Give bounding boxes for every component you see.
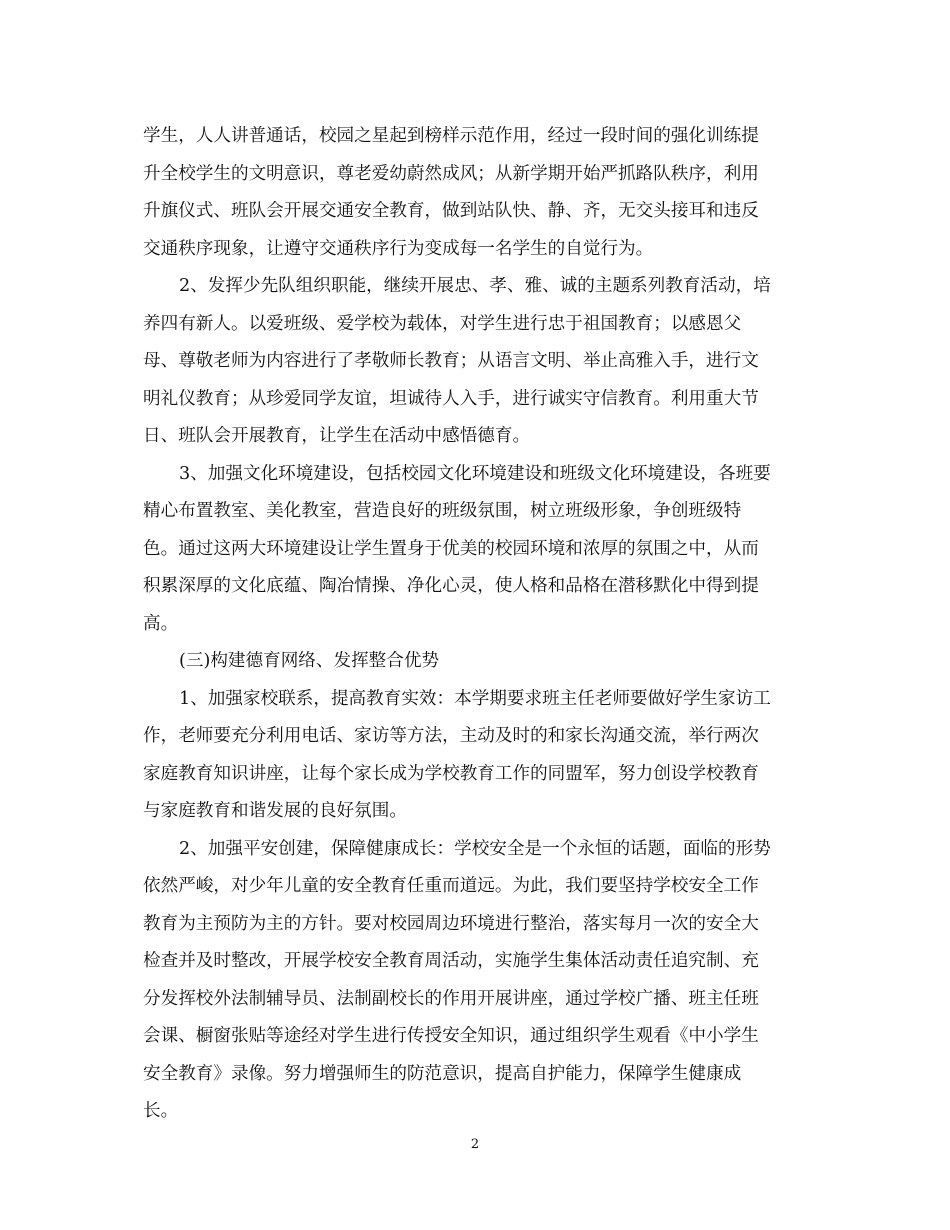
text-line: 精心布置教室、美化教室，营造良好的班级氛围，树立班级形象，争创班级特 bbox=[143, 501, 742, 521]
text-line: 会课、橱窗张贴等途经对学生进行传授安全知识，通过组织学生观看《中小学生 bbox=[143, 1026, 759, 1046]
paragraph-start-line: 2、加强平安创建，保障健康成长：学校安全是一个永恒的话题，面临的形势 bbox=[179, 838, 771, 859]
text-line: 长。 bbox=[143, 1101, 179, 1121]
text-line: 明礼仪教育；从珍爱同学友谊，坦诚待人入手，进行诚实守信教育。利用重大节 bbox=[143, 388, 759, 409]
text-line: 日、班队会开展教育，让学生在活动中感悟德育。 bbox=[143, 426, 531, 446]
text-line: 检查并及时整改，开展学校安全教育周活动，实施学生集体活动责任追究制、充 bbox=[143, 951, 759, 971]
paragraph-start-line: 3、加强文化环境建设，包括校园文化环境建设和班级文化环境建设，各班要 bbox=[179, 463, 771, 484]
text-line: 色。通过这两大环境建设让学生置身于优美的校园环境和浓厚的氛围之中，从而 bbox=[143, 538, 759, 559]
text-line: 依然严峻，对少年儿童的安全教育任重而道远。为此，我们要坚持学校安全工作 bbox=[143, 876, 759, 896]
text-line: 安全教育》录像。努力增强师生的防范意识，提高自护能力，保障学生健康成 bbox=[143, 1063, 742, 1084]
text-line: 养四有新人。以爱班级、爱学校为载体，对学生进行忠于祖国教育；以感恩父 bbox=[143, 313, 742, 334]
text-line: 分发挥校外法制辅导员、法制副校长的作用开展讲座，通过学校广播、班主任班 bbox=[143, 988, 759, 1009]
text-line: 升旗仪式、班队会开展交通安全教育，做到站队快、静、齐，无交头接耳和违反 bbox=[143, 201, 759, 221]
text-line: 母、尊敬老师为内容进行了孝敬师长教育；从语言文明、举止高雅入手，进行文 bbox=[143, 351, 759, 371]
text-line: 积累深厚的文化底蕴、陶冶情操、净化心灵，使人格和品格在潜移默化中得到提 bbox=[143, 576, 759, 596]
text-line: 教育为主预防为主的方针。要对校园周边环境进行整治，落实每月一次的安全大 bbox=[143, 913, 759, 934]
paragraph-start-line: 2、发挥少先队组织职能，继续开展忠、孝、雅、诚的主题系列教育活动，培 bbox=[179, 276, 771, 296]
body-text bbox=[143, 118, 811, 1131]
text-line: 家庭教育知识讲座，让每个家长成为学校教育工作的同盟军，努力创设学校教育 bbox=[143, 763, 759, 784]
text-line: 作，老师要充分利用电话、家访等方法，主动及时的和家长沟通交流，举行两次 bbox=[143, 726, 759, 746]
text-line: 交通秩序现象，让遵守交通秩序行为变成每一名学生的自觉行为。 bbox=[143, 238, 654, 259]
text-line: 与家庭教育和谐发展的良好氛围。 bbox=[143, 801, 407, 821]
page-number: 2 bbox=[470, 1137, 480, 1152]
section-heading: (三)构建德育网络、发挥整合优势 bbox=[179, 651, 440, 671]
text-line: 高。 bbox=[143, 613, 179, 634]
paragraph-start-line: 1、加强家校联系，提高教育实效：本学期要求班主任老师要做好学生家访工 bbox=[179, 688, 771, 709]
text-line: 升全校学生的文明意识，尊老爱幼蔚然成风；从新学期开始严抓路队秩序，利用 bbox=[143, 163, 759, 184]
text-line: 学生，人人讲普通话，校园之星起到榜样示范作用，经过一段时间的强化训练提 bbox=[143, 126, 759, 146]
